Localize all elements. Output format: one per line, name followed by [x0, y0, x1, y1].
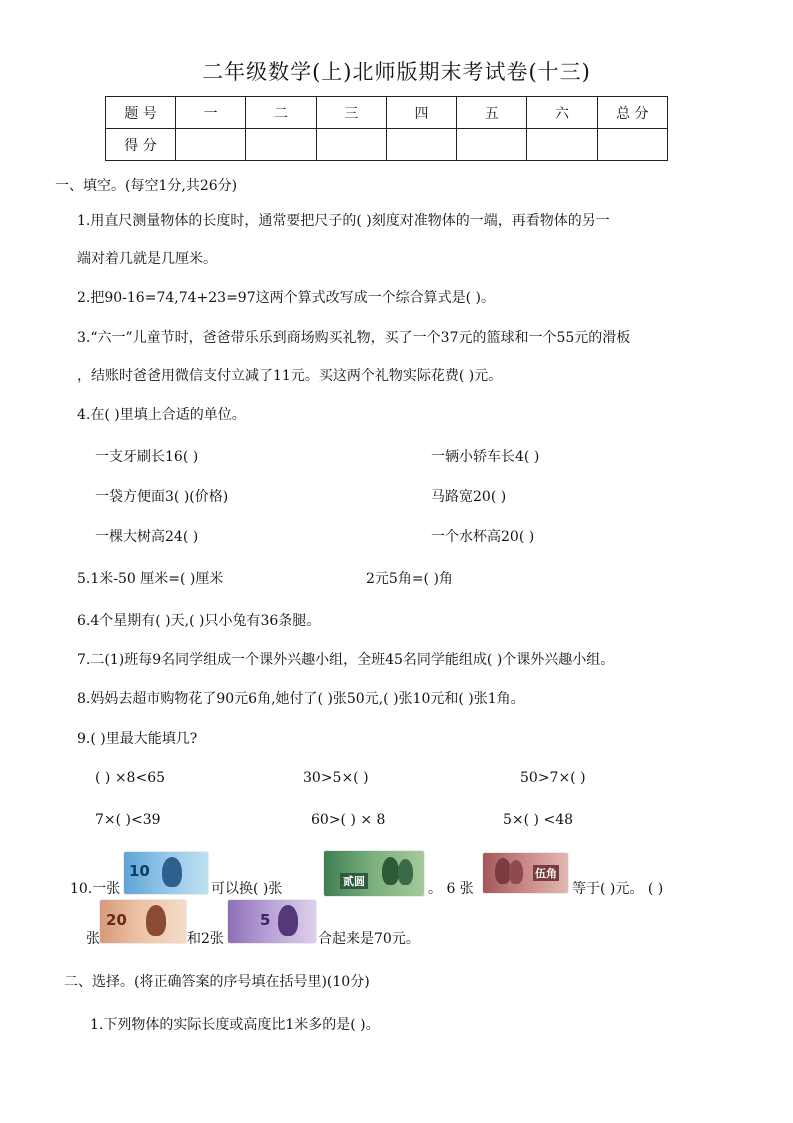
banknote-value: 5	[260, 911, 271, 929]
q4: 4.在( )里填上合适的单位。	[77, 407, 246, 423]
q5-part-b: 2元5角=( )角	[366, 571, 453, 587]
q9-item: ( ) ×8<65	[95, 770, 166, 786]
portrait-icon	[278, 905, 298, 936]
q7: 7.二(1)班每9名同学组成一个课外兴趣小组，全班45名同学能组成( )个课外兴趣小组。	[77, 652, 615, 668]
score-cell[interactable]	[597, 129, 667, 161]
q3-line2: ，结账时爸爸用微信支付立减了11元。买这两个礼物实际花费( )元。	[77, 368, 503, 384]
score-cell[interactable]	[527, 129, 597, 161]
q10-text-a: 10.一张	[70, 881, 121, 897]
q9-item: 60>( ) × 8	[311, 812, 386, 828]
s2-q1: 1.下列物体的实际长度或高度比1米多的是( )。	[90, 1017, 380, 1033]
q10-text-d: 等于( )元。 ( )	[572, 881, 664, 897]
q4-item: 马路宽20( )	[431, 489, 507, 505]
q9-item: 7×( )<39	[95, 812, 161, 828]
five-jiao-banknote	[483, 853, 568, 893]
q9-item: 30>5×( )	[303, 770, 369, 786]
score-cell[interactable]	[176, 129, 246, 161]
q10-text-b: 可以换( )张	[211, 881, 283, 897]
q8: 8.妈妈去超市购物花了90元6角,她付了( )张50元,( )张10元和( )张1角。	[77, 691, 525, 707]
q6: 6.4个星期有( )天,( )只小兔有36条腿。	[77, 613, 321, 629]
two-yuan-banknote	[324, 851, 424, 896]
q1-line1: 1.用直尺测量物体的长度时，通常要把尺子的( )刻度对准物体的一端，再看物体的另一	[77, 213, 610, 229]
portrait-icon	[509, 860, 523, 884]
portrait-icon	[146, 905, 166, 936]
q4-item: 一支牙刷长16( )	[95, 449, 199, 465]
q4-item: 一袋方便面3( )(价格)	[95, 489, 229, 505]
q9-item: 50>7×( )	[520, 770, 586, 786]
score-header-cell: 三	[316, 97, 386, 129]
twenty-yuan-banknote	[100, 900, 186, 943]
score-cell[interactable]	[386, 129, 456, 161]
section1-heading: 一、填空。(每空1分,共26分)	[55, 178, 238, 194]
q1-line2: 端对着几就是几厘米。	[77, 251, 217, 267]
score-cell[interactable]	[246, 129, 316, 161]
section2-heading: 二、选择。(将正确答案的序号填在括号里)(10分)	[64, 974, 370, 990]
five-yuan-banknote	[228, 900, 316, 943]
q10-text-c: 。 6 张	[428, 881, 474, 897]
score-cell[interactable]	[316, 129, 386, 161]
score-header-cell: 二	[246, 97, 316, 129]
score-header-cell: 总 分	[597, 97, 667, 129]
portrait-icon	[382, 857, 399, 885]
score-row-label: 得 分	[106, 129, 176, 161]
score-header-cell: 四	[386, 97, 456, 129]
q5-part-a: 5.1米-50 厘米=( )厘米	[77, 571, 224, 587]
banknote-value: 20	[106, 911, 127, 929]
score-header-cell: 题 号	[106, 97, 176, 129]
q3-line1: 3.“六一”儿童节时，爸爸带乐乐到商场购买礼物，买了一个37元的篮球和一个55元的滑板	[77, 330, 631, 346]
ten-yuan-banknote	[124, 852, 208, 894]
q4-item: 一辆小轿车长4( )	[431, 449, 540, 465]
q10-text-f: 和2张	[187, 931, 224, 947]
score-table	[105, 96, 668, 161]
portrait-icon	[162, 857, 182, 887]
score-header-cell: 六	[527, 97, 597, 129]
score-header-cell: 一	[176, 97, 246, 129]
q9-item: 5×( ) <48	[503, 812, 574, 828]
banknote-value: 10	[129, 862, 150, 880]
score-header-cell: 五	[457, 97, 527, 129]
score-table-header-row	[106, 97, 668, 129]
score-cell[interactable]	[457, 129, 527, 161]
q10-text-e: 张	[86, 931, 100, 947]
score-table-score-row	[106, 129, 668, 161]
q4-item: 一棵大树高24( )	[95, 529, 199, 545]
q9: 9.( )里最大能填几?	[77, 731, 198, 747]
q2: 2.把90-16=74,74+23=97这两个算式改写成一个综合算式是( )。	[77, 290, 495, 306]
q4-item: 一个水杯高20( )	[431, 529, 535, 545]
portrait-icon	[398, 859, 413, 885]
banknote-value: 伍角	[535, 867, 557, 880]
banknote-value: 贰圆	[340, 873, 368, 889]
page-title: 二年级数学(上)北师版期末考试卷(十三)	[202, 60, 591, 84]
q10-text-g: 合起来是70元。	[318, 931, 420, 947]
